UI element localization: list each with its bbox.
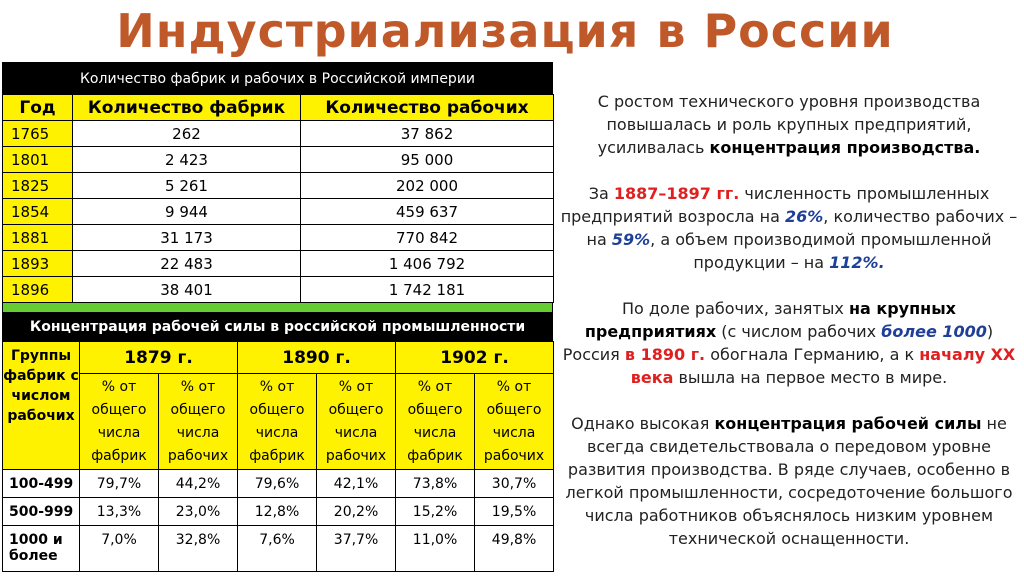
group-label: 100-499	[3, 470, 80, 498]
text-span: численность промышленных предприятий возросла на	[560, 184, 990, 226]
value-cell: 30,7%	[475, 470, 554, 498]
paragraph-growth	[554, 182, 1024, 274]
page-title: Индустриализация в России	[116, 4, 894, 58]
workers-cell: 202 000	[301, 173, 554, 199]
paragraph-ranking	[554, 297, 1024, 389]
value-cell: 42,1%	[317, 470, 396, 498]
workers-cell: 1 742 181	[301, 277, 554, 303]
workers-cell: 770 842	[301, 225, 554, 251]
workers-cell: 459 637	[301, 199, 554, 225]
year-cell: 1825	[3, 173, 73, 199]
factories-cell: 2 423	[73, 147, 301, 173]
subheader-workers: % от общего числа рабочих	[317, 374, 396, 470]
concentration-table-container	[2, 313, 553, 572]
value-cell: 37,7%	[317, 526, 396, 572]
text-span: обогнала Германию, а к	[705, 345, 920, 364]
subheader-factories: % от общего числа фабрик	[396, 374, 475, 470]
subheader-workers: % от общего числа рабочих	[159, 374, 238, 470]
workers-cell: 95 000	[301, 147, 554, 173]
year-cell: 1896	[3, 277, 73, 303]
factories-cell: 9 944	[73, 199, 301, 225]
text-span: (с числом рабочих	[716, 322, 882, 341]
value-cell: 13,3%	[80, 498, 159, 526]
text-span: За	[588, 184, 614, 203]
subheader-factories: % от общего числа фабрик	[238, 374, 317, 470]
value-cell: 19,5%	[475, 498, 554, 526]
text-span: По доле рабочих, занятых	[622, 299, 849, 318]
subheader-row	[3, 374, 554, 470]
column-header-factories: Количество фабрик	[73, 95, 301, 121]
concentration-table-caption: Концентрация рабочей силы в российской промышленности	[2, 313, 553, 341]
text-span: , количество рабочих – на	[586, 207, 1018, 249]
table-row	[3, 147, 554, 173]
table-row	[3, 470, 554, 498]
highlight-percent: 26%	[785, 207, 824, 226]
value-cell: 79,6%	[238, 470, 317, 498]
value-cell: 73,8%	[396, 470, 475, 498]
text-span: ) Россия	[562, 322, 994, 364]
value-cell: 11,0%	[396, 526, 475, 572]
value-cell: 7,6%	[238, 526, 317, 572]
year-cell: 1765	[3, 121, 73, 147]
group-label: 500-999	[3, 498, 80, 526]
factories-cell: 31 173	[73, 225, 301, 251]
value-cell: 32,8%	[159, 526, 238, 572]
table-row	[3, 251, 554, 277]
text-span: , а объем производимой промышленной продукции – на	[650, 230, 992, 272]
factories-cell: 22 483	[73, 251, 301, 277]
column-header-workers: Количество рабочих	[301, 95, 554, 121]
group-label: 1000 и более	[3, 526, 80, 572]
year-cell: 1801	[3, 147, 73, 173]
highlight-percent: 59%	[611, 230, 651, 249]
highlight-number: более 1000	[881, 322, 987, 341]
table-row	[3, 526, 554, 572]
table-row	[3, 225, 554, 251]
year-cell: 1881	[3, 225, 73, 251]
year-header-1879: 1879 г.	[80, 342, 238, 374]
value-cell: 44,2%	[159, 470, 238, 498]
text-span: не всегда свидетельствовала о передовом уровне развития производства. В ряде случаев, особенно в легкой промышленности, сосредоточение большого числа работников объяснялось низким уровнем технической оснащенности.	[565, 414, 1013, 548]
highlight-percent: 112%.	[829, 253, 885, 272]
table-row	[3, 199, 554, 225]
bold-text: на крупных предприятиях	[584, 299, 956, 341]
year-cell: 1893	[3, 251, 73, 277]
paragraph-concentration	[554, 90, 1024, 159]
text-span: Однако высокая	[571, 414, 715, 433]
value-cell: 12,8%	[238, 498, 317, 526]
highlight-years: 1887–1897 гг.	[613, 184, 740, 203]
workers-cell: 1 406 792	[301, 251, 554, 277]
table-header-row	[3, 95, 554, 121]
table-row	[3, 173, 554, 199]
text-span: С ростом технического уровня производства повышалась и роль крупных предприятий, усиливалась	[597, 92, 981, 157]
factories-cell: 262	[73, 121, 301, 147]
value-cell: 20,2%	[317, 498, 396, 526]
year-header-1890: 1890 г.	[238, 342, 396, 374]
table-row	[3, 498, 554, 526]
value-cell: 49,8%	[475, 526, 554, 572]
value-cell: 15,2%	[396, 498, 475, 526]
year-cell: 1854	[3, 199, 73, 225]
factories-cell: 5 261	[73, 173, 301, 199]
highlight-year: в 1890 г.	[624, 345, 706, 364]
factories-table	[2, 94, 554, 303]
factories-cell: 38 401	[73, 277, 301, 303]
table-bottom-bar	[2, 303, 553, 313]
highlight-century: началу XX века	[630, 345, 1016, 387]
group-header: Группы фабрик с числом рабочих	[3, 342, 80, 470]
concentration-table	[2, 341, 554, 572]
bold-text: концентрация производства.	[709, 138, 981, 157]
value-cell: 23,0%	[159, 498, 238, 526]
paragraph-caveat	[554, 412, 1024, 550]
bold-text: концентрация рабочей силы	[714, 414, 982, 433]
year-header-row	[3, 342, 554, 374]
description-text	[554, 90, 1024, 573]
subheader-workers: % от общего числа рабочих	[475, 374, 554, 470]
year-header-1902: 1902 г.	[396, 342, 554, 374]
workers-cell: 37 862	[301, 121, 554, 147]
table-row	[3, 277, 554, 303]
text-span: вышла на первое место в мире.	[673, 368, 948, 387]
value-cell: 79,7%	[80, 470, 159, 498]
value-cell: 7,0%	[80, 526, 159, 572]
factories-table-container	[2, 62, 553, 313]
table-row	[3, 121, 554, 147]
column-header-year: Год	[3, 95, 73, 121]
subheader-factories: % от общего числа фабрик	[80, 374, 159, 470]
factories-table-caption: Количество фабрик и рабочих в Российской империи	[2, 62, 553, 94]
